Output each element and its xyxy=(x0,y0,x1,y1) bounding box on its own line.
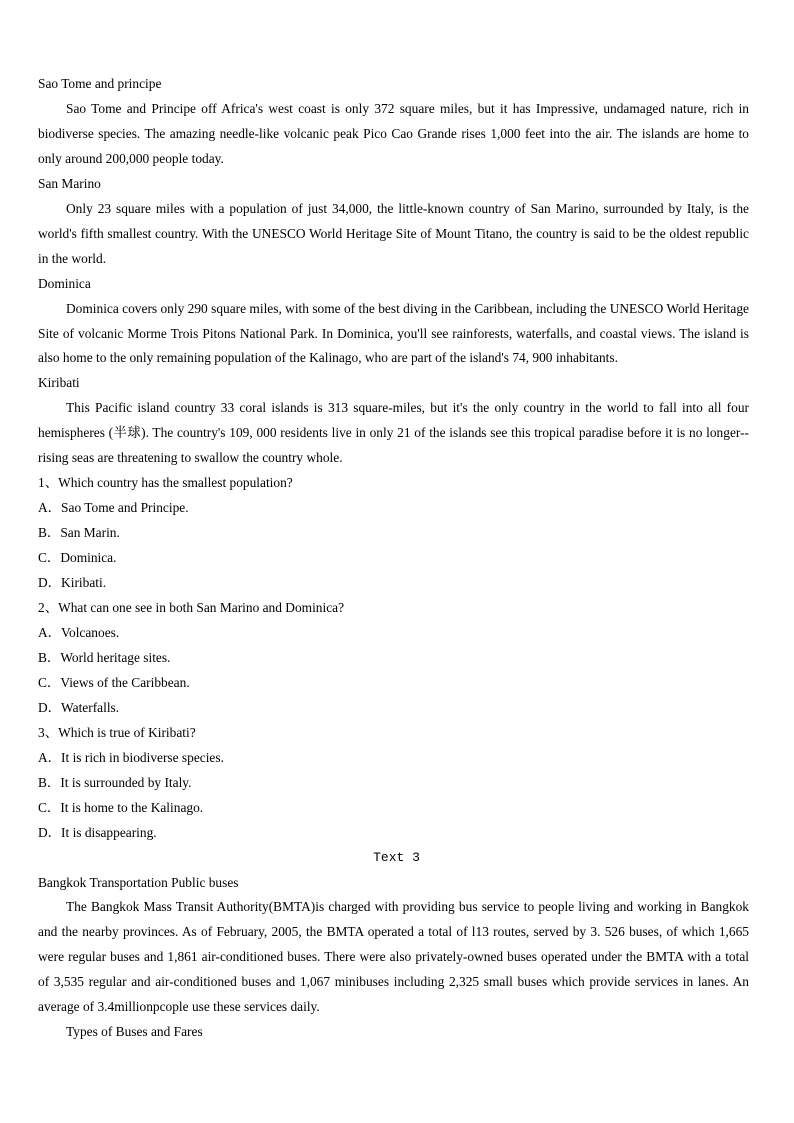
option-b: B．It is surrounded by Italy. xyxy=(38,774,192,790)
passage-kiribati xyxy=(38,371,749,471)
question-3 xyxy=(38,721,749,846)
question-stem: 3、Which is true of Kiribati? xyxy=(38,724,196,740)
option-c: C．Dominica. xyxy=(38,550,117,566)
section-heading: Text 3 xyxy=(373,849,420,865)
subheading: Types of Buses and Fares xyxy=(66,1024,203,1040)
passage-title: Bangkok Transportation Public buses xyxy=(38,874,239,890)
passage-body: Dominica covers only 290 square miles, with some of the best diving in the Caribbean, including the UNESCO World Heritage Site of volcanic Morme Trois Pitons National Park. In Dominica, you'll see rainforests, waterfalls, and coastal views. The island is also home to the only remaining population of the Kalinago, who are part of the island's 74, 900 inhabitants. xyxy=(38,300,749,366)
text-3 xyxy=(38,846,749,1046)
question-stem: 1、Which country has the smallest population? xyxy=(38,475,293,491)
question-1 xyxy=(38,471,749,596)
option-b: B．San Marin. xyxy=(38,525,120,541)
option-a: A．Sao Tome and Principe. xyxy=(38,500,189,516)
option-d: D．Kiribati. xyxy=(38,575,107,591)
passage-title: Sao Tome and principe xyxy=(38,76,162,91)
option-a: A．It is rich in biodiverse species. xyxy=(38,749,224,765)
passage-title: Dominica xyxy=(38,275,91,291)
option-d: D．It is disappearing. xyxy=(38,824,157,840)
passage-sao-tome xyxy=(38,72,749,172)
passage-san-marino xyxy=(38,172,749,272)
document xyxy=(38,72,749,1045)
passage-body: Only 23 square miles with a population of just 34,000, the little-known country of San Marino, surrounded by Italy, is the world's fifth smallest country. With the UNESCO World Heritage Site of Mount Titano, the country is said to be the oldest republic in the world. xyxy=(38,200,749,266)
passage-dominica xyxy=(38,272,749,372)
passage-title: Kiribati xyxy=(38,375,80,391)
question-stem: 2、What can one see in both San Marino and Dominica? xyxy=(38,600,345,616)
option-a: A．Volcanoes. xyxy=(38,624,120,640)
option-c: C．Views of the Caribbean. xyxy=(38,674,190,690)
passage-body: This Pacific island country 33 coral islands is 313 square-miles, but it's the only country in the world to fall into all four hemispheres (半球). The country's 109, 000 residents live in only 21 of the islands see this tropical paradise before it is no longer--rising seas are threatening to swallow the country whole. xyxy=(38,400,749,466)
passage-body: Sao Tome and Principe off Africa's west coast is only 372 square miles, but it has Impressive, undamaged nature, rich in biodiverse species. The amazing needle-like volcanic peak Pico Cao Grande rises 1,000 feet into the air. The islands are home to only around 200,000 people today. xyxy=(38,100,749,166)
option-c: C．It is home to the Kalinago. xyxy=(38,799,204,815)
question-2 xyxy=(38,596,749,721)
option-d: D．Waterfalls. xyxy=(38,699,120,715)
option-b: B．World heritage sites. xyxy=(38,649,171,665)
passage-title: San Marino xyxy=(38,175,101,191)
passage-body: The Bangkok Mass Transit Authority(BMTA)is charged with providing bus service to people living and working in Bangkok and the nearby provinces. As of February, 2005, the BMTA operated a total of l13 routes, served by 3. 526 buses, of which 1,665 were regular buses and 1,861 air-conditioned buses. There were also privately-owned buses operated under the BMTA with a total of 3,535 regular and air-conditioned buses and 1,067 minibuses including 2,325 small buses which provide services in lanes. An average of 3.4millionpcople use these services daily. xyxy=(38,899,749,1015)
